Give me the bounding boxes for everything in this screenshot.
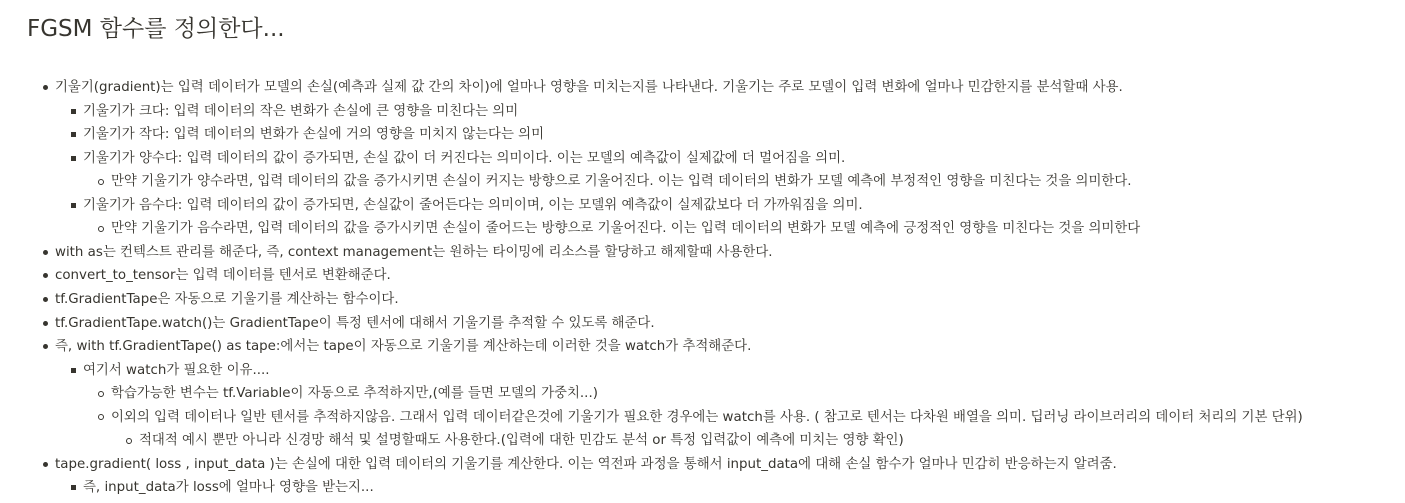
page-title: FGSM 함수를 정의한다...	[27, 16, 285, 42]
bullet-marker	[40, 335, 50, 358]
bullet-marker	[96, 170, 106, 193]
list-item-text: 기울기가 작다: 입력 데이터의 변화가 손실에 거의 영향을 미치지 않는다는 의미	[83, 127, 545, 143]
bullet-marker	[124, 429, 134, 452]
list-item-text: 기울기(gradient)는 입력 데이터가 모델의 손실(예측과 실제 값 간의 차이)에 얼마나 영향을 미치는지를 나타낸다. 기울기는 주로 모델이 입력 변화에 얼마나 민감한지를 분석할때 사용.	[55, 80, 1123, 95]
list-item-text: 적대적 예시 뿐만 아니라 신경망 해석 및 설명할때도 사용한다.(입력에 대한 민감도 분석 or 특정 입력값이 예측에 미치는 영향 확인)	[139, 433, 904, 449]
list-item-text: 만약 기울기가 음수라면, 입력 데이터의 값을 증가시키면 손실이 줄어드는 방향으로 기울어진다. 이는 입력 데이터의 변화가 모델 예측에 긍정적인 영향을 미친다는 것을 의미한다	[111, 221, 1141, 237]
bullet-marker	[96, 217, 106, 240]
list-item-text: 기울기가 양수다: 입력 데이터의 값이 증가되면, 손실 값이 더 커진다는 의미이다. 이는 모델의 예측값이 실제값에 더 멀어짐을 의미.	[83, 150, 846, 166]
list-item-text: 이외의 입력 데이터나 일반 텐서를 추적하지않음. 그래서 입력 데이터같은것에 기울기가 필요한 경우에는 watch를 사용. ( 참고로 텐서는 다차원 배열을 의미. 딥러닝 라이브러리의 데이터 처리의 기본 단위)	[111, 409, 1303, 425]
bullet-marker	[68, 194, 78, 217]
list-item-text: 기울기가 음수다: 입력 데이터의 값이 증가되면, 손실값이 줄어든다는 의미이며, 이는 모델위 예측값이 실제값보다 더 가까워짐을 의미.	[83, 197, 863, 213]
bullet-marker	[40, 288, 50, 311]
list-item-text: tf.GradientTape.watch()는 GradientTape이 특정 텐서에 대해서 기울기를 추적할 수 있도록 해준다.	[55, 315, 655, 331]
list-item-text: with as는 컨텍스트 관리를 해준다, 즉, context management는 원하는 타이밍에 리소스를 할당하고 해제할때 사용한다.	[55, 244, 773, 260]
bullet-marker	[68, 147, 78, 170]
bullet-marker	[68, 476, 78, 499]
bullet-marker	[40, 76, 50, 99]
list-item-text: 만약 기울기가 양수라면, 입력 데이터의 값을 증가시키면 손실이 커지는 방향으로 기울어진다. 이는 입력 데이터의 변화가 모델 예측에 부정적인 영향을 미친다는 것을 의미한다.	[111, 174, 1132, 190]
bullet-marker	[40, 453, 50, 476]
list-item-text: 여기서 watch가 필요한 이유....	[83, 362, 270, 378]
bullet-marker	[96, 406, 106, 429]
list-item-text: 즉, with tf.GradientTape() as tape:에서는 tape이 자동으로 기울기를 계산하는데 이러한 것을 watch가 추적해준다.	[55, 339, 752, 355]
list-item-text: convert_to_tensor는 입력 데이터를 텐서로 변환해준다.	[55, 268, 391, 284]
bullet-marker	[40, 241, 50, 264]
list-item-text: tf.GradientTape은 자동으로 기울기를 계산하는 함수이다.	[55, 291, 399, 307]
bullet-marker	[68, 123, 78, 146]
list-item-text: 즉, input_data가 loss에 얼마나 영향을 받는지...	[83, 480, 374, 496]
bullet-marker	[40, 264, 50, 287]
bullet-marker	[96, 382, 106, 405]
bullet-marker	[68, 100, 78, 123]
list-item-text: 기울기가 크다: 입력 데이터의 작은 변화가 손실에 큰 영향을 미친다는 의미	[83, 103, 519, 119]
list-item-text: tape.gradient( loss , input_data )는 손실에 대한 입력 데이터의 기울기를 계산한다. 이는 역전파 과정을 통해서 input_data에 대해 손실 함수가 얼마나 민감히 반응하는지 알려줌.	[55, 456, 1117, 472]
list-item-text: 학습가능한 변수는 tf.Variable이 자동으로 추적하지만,(예를 들면 모델의 가중치...)	[111, 386, 598, 402]
bullet-marker	[68, 359, 78, 382]
bullet-marker	[40, 312, 50, 335]
